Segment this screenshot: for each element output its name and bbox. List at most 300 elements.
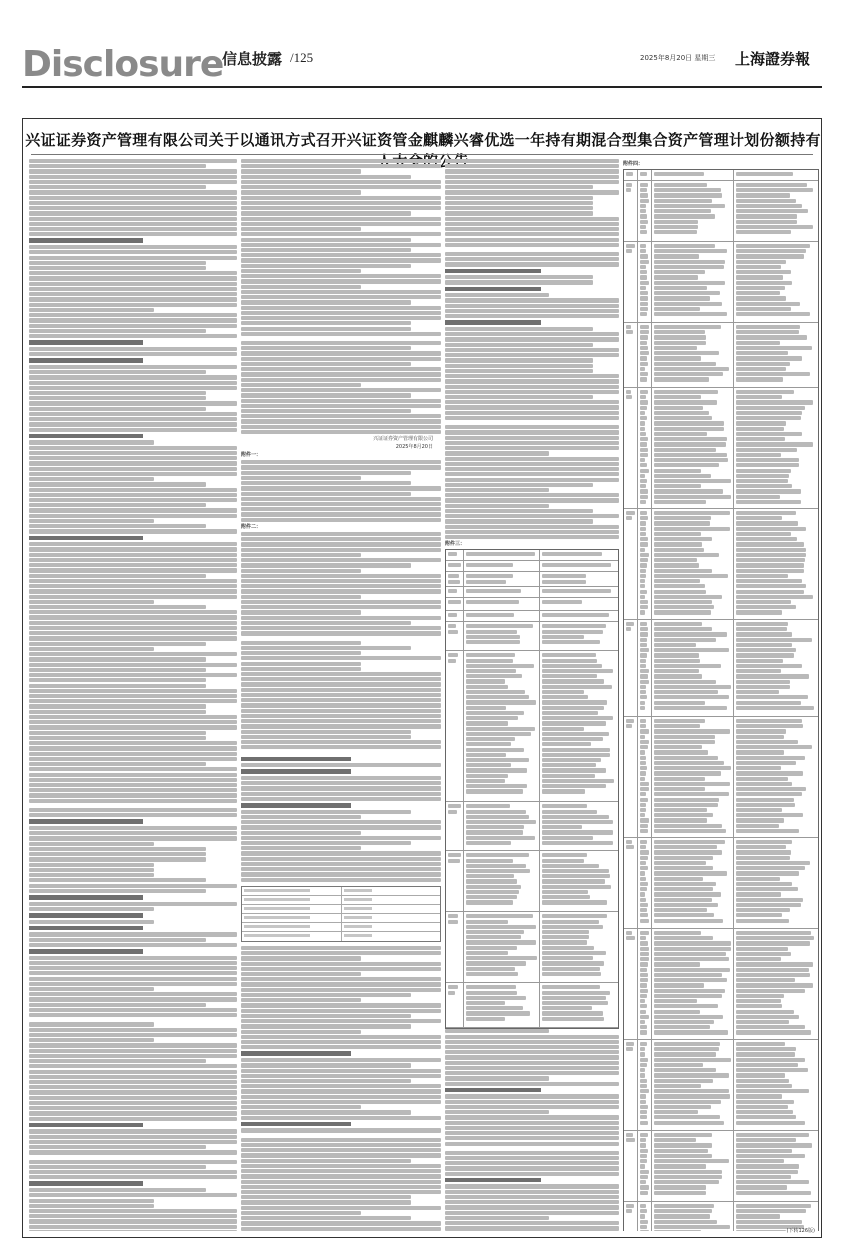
table-cell [652,509,734,619]
text-line [241,295,441,299]
text-line [29,1225,237,1229]
text-line [29,217,237,221]
table-cell [446,983,464,1027]
text-line [241,558,441,562]
table-cell [540,651,616,801]
body-column-4 [623,159,819,1231]
text-line [445,332,619,336]
text-line [445,1226,619,1230]
attachment-1-label: 附件一： [241,452,262,459]
attachment-3-label: 附件三： [445,541,466,548]
text-line [241,1105,361,1109]
text-line [29,773,237,777]
table-cell [446,912,464,982]
text-line [29,303,237,307]
table-cell [464,622,540,650]
text-line [29,250,237,254]
text-line [29,553,237,557]
text-line [445,1200,619,1204]
text-line [29,164,206,168]
text-line [241,719,441,723]
text-line [29,434,143,439]
text-line [241,651,361,655]
text-line [29,292,237,296]
text-line [241,1169,441,1173]
text-line [241,341,441,345]
table-cell [464,851,540,911]
text-line [29,232,237,236]
text-line [241,993,411,997]
table-cell [638,620,652,716]
text-line [241,862,441,866]
table-cell [446,611,464,621]
text-line [241,185,441,189]
text-line [29,783,237,787]
text-line [445,1131,619,1135]
text-line [29,206,237,210]
text-line [29,185,206,189]
text-line [241,1180,441,1184]
table-cell [342,905,441,913]
text-line [29,808,237,812]
table-cell [446,598,464,610]
text-line [445,327,593,331]
table-row [446,983,618,1028]
text-line [29,324,237,328]
text-line [241,497,441,501]
text-line [241,962,441,966]
text-line [29,381,237,385]
table-cell [446,550,464,560]
table-cell [540,561,616,571]
text-line [445,1216,549,1220]
table-cell [624,838,638,928]
text-line [445,1055,619,1059]
text-line [29,482,206,486]
text-line [445,483,593,487]
text-line [445,1221,619,1225]
text-line [29,1080,237,1084]
text-line [241,1035,441,1039]
text-line [29,626,237,630]
text-line [29,524,206,528]
table-cell [342,923,441,931]
body-column-2 [241,159,441,1231]
text-line [445,1110,549,1114]
table-row [624,242,818,323]
table-cell [342,887,441,895]
text-line [241,998,361,1002]
text-line [445,1082,619,1086]
text-line [241,792,441,796]
text-line [241,372,441,376]
table-cell [638,1202,652,1231]
table-row [446,587,618,598]
text-line [29,169,237,173]
text-line [445,1100,619,1104]
table-cell [242,932,342,941]
text-line [29,1111,237,1115]
text-line [241,476,361,480]
text-line [241,951,441,955]
text-line [241,404,441,408]
text-line [29,451,237,455]
table-row [242,914,440,923]
table-cell [242,923,342,931]
table-cell [464,572,540,586]
text-line [241,537,441,541]
table-cell [446,572,464,586]
text-line [241,316,441,320]
text-line [29,673,237,677]
signature-org: 兴证证券资产管理有限公司 [372,436,433,443]
table-cell [540,572,616,586]
text-line [29,961,237,965]
text-line [241,589,441,593]
text-line [241,1095,441,1099]
table-row [446,802,618,851]
text-line [29,699,237,703]
text-line [241,542,441,546]
text-line [29,428,237,432]
text-line [29,498,237,502]
text-line [241,290,441,294]
text-line [241,740,441,744]
text-line [29,1075,237,1079]
text-line [29,391,206,395]
text-line [29,196,237,200]
text-line [241,1003,441,1007]
text-line [29,956,237,960]
text-line [445,430,619,434]
text-line [29,1214,237,1218]
text-line [241,967,441,971]
table-cell [624,1131,638,1201]
text-line [445,1061,619,1065]
table-cell [638,1040,652,1130]
text-line [241,1058,441,1062]
text-line [445,196,593,200]
text-line [241,367,441,371]
text-line [241,730,411,734]
text-line [445,243,619,247]
text-line [241,1019,441,1023]
table-cell [624,388,638,508]
text-line [29,584,237,588]
comparison-table-b [623,169,819,1231]
text-line [241,825,441,829]
table-cell [464,651,540,801]
text-line [29,1230,237,1231]
newspaper-name: 上海證券報 [735,50,811,68]
text-line [241,269,361,273]
text-line [241,797,441,801]
text-line [241,378,441,382]
table-cell [242,914,342,922]
text-line [29,757,237,761]
text-line [445,298,619,302]
table-cell [638,929,652,1039]
text-line [445,462,619,466]
text-line [445,309,619,313]
text-line [241,419,441,423]
text-line [445,1050,619,1054]
text-line [241,1024,411,1028]
text-line [445,488,549,492]
table-cell [624,1040,638,1130]
text-line [29,589,237,593]
text-line [241,776,441,780]
text-line [445,1211,619,1215]
table-cell [540,802,616,850]
text-line [241,279,441,283]
table-row [624,323,818,388]
text-line [29,966,237,970]
table-cell [652,323,734,387]
text-line [29,201,237,205]
text-line [29,1181,143,1186]
text-line [445,514,619,518]
text-line [29,375,237,379]
text-line [241,1200,411,1204]
text-line [29,657,206,661]
text-line [241,1148,441,1152]
table-row [446,851,618,912]
text-line [445,1071,619,1075]
text-line [241,698,441,702]
text-line [29,276,237,280]
table-cell [734,1131,816,1201]
text-line [445,535,619,539]
text-line [29,1064,237,1068]
text-line [29,949,143,954]
section-title: 信息披露 [222,50,283,68]
text-line [29,256,237,260]
table-cell [342,896,441,904]
text-line [445,390,619,394]
table-cell [652,929,734,1039]
text-line [445,1121,619,1125]
text-line [445,395,593,399]
table-cell [638,509,652,619]
table-cell [540,550,616,560]
text-line [445,478,619,482]
text-line [241,662,361,666]
text-line [29,1175,237,1179]
text-line [445,467,619,471]
table-cell [638,170,652,180]
text-line [29,503,206,507]
text-line [241,217,441,221]
text-line [29,595,237,599]
table-row [446,651,618,802]
text-line [29,746,237,750]
text-line [29,1028,237,1032]
text-line [241,383,361,387]
text-line [445,1161,619,1165]
text-line [241,946,441,950]
text-line [29,574,206,578]
text-line [445,525,619,529]
text-line [445,446,619,450]
table-row [624,620,818,717]
text-line [241,362,411,366]
text-line [241,703,441,707]
text-line [445,353,619,357]
text-line [29,308,154,312]
text-line [29,472,237,476]
text-line [29,710,206,714]
text-line [29,615,237,619]
table-cell [734,170,816,180]
text-line [29,313,237,317]
text-line [241,518,441,522]
table-row [242,932,440,941]
text-line [29,678,206,682]
text-line [445,509,593,513]
announcement-title: 兴证证券资产管理有限公司关于以通讯方式召开兴证资管金麒麟兴睿优选一年持有期混合型集合资产管理计划份额持有 [25,131,821,149]
text-line [29,642,206,646]
text-line [29,647,154,651]
text-line [241,1159,411,1163]
text-line [445,180,619,184]
text-line [29,493,237,497]
text-line [445,211,593,215]
text-line [445,1088,541,1093]
text-line [445,275,593,279]
title-divider [31,154,813,155]
text-line [29,1003,206,1007]
table-cell [540,851,616,911]
text-line [241,1014,411,1018]
text-line [29,778,237,782]
text-line [241,820,441,824]
table-cell [624,929,638,1039]
voting-table [241,886,441,942]
text-line [241,763,441,767]
text-line [29,977,237,981]
table-row [624,388,818,509]
text-line [29,736,206,740]
table-cell [652,1040,734,1130]
table-cell [638,242,652,322]
text-line [29,1219,237,1223]
text-line [29,926,143,931]
text-line [241,682,441,686]
text-line [241,1110,411,1114]
text-line [241,206,441,210]
text-line [29,836,237,840]
text-line [29,222,237,226]
table-cell [652,717,734,837]
text-line [29,793,237,797]
text-line [445,1166,619,1170]
text-line [29,631,237,635]
table-cell [464,802,540,850]
text-line [29,396,206,400]
table-row [446,622,618,651]
text-line [29,1188,206,1192]
text-line [29,417,237,421]
text-line [241,1040,441,1044]
text-line [29,857,206,861]
text-line [445,1190,619,1194]
text-line [29,558,237,562]
text-line [445,1066,619,1070]
text-line [29,715,237,719]
table-row [446,550,618,561]
text-line [241,258,441,262]
text-line [241,300,411,304]
text-line [241,164,441,168]
text-line [241,238,411,242]
text-line [241,553,361,557]
text-line [241,610,361,614]
text-line [241,878,441,882]
text-line [445,164,619,168]
text-line [241,781,441,785]
text-line [241,1063,411,1067]
text-line [29,938,206,942]
text-line [29,370,206,374]
text-line [445,1195,619,1199]
text-line [241,595,361,599]
text-line [241,430,441,434]
text-line [241,1045,441,1049]
text-line [29,621,237,625]
text-line [445,493,619,497]
text-line [29,652,237,656]
text-line [445,238,619,242]
body-column-1 [29,159,237,1231]
text-line [29,514,237,518]
text-line [29,1145,206,1149]
text-line [241,190,361,194]
text-line [241,414,441,418]
text-line [29,329,206,333]
text-line [445,175,619,179]
text-line [445,190,619,194]
text-line [445,314,619,318]
text-line [29,1170,237,1174]
text-line [29,180,237,184]
text-line [241,857,441,861]
text-line [241,502,441,506]
text-line [29,477,154,481]
text-line [241,563,411,567]
text-line [29,461,237,465]
text-line [445,379,619,383]
table-cell [638,181,652,241]
text-line [29,563,237,567]
table-row [624,509,818,620]
table-row [624,1131,818,1202]
text-line [29,1054,237,1058]
text-line [241,621,411,625]
text-line [29,340,143,345]
text-line [241,1195,411,1199]
text-line [29,519,154,523]
text-line [29,282,237,286]
text-line [241,693,441,697]
text-line [241,1009,441,1013]
table-cell [652,242,734,322]
text-line [445,293,549,297]
text-line [241,631,441,635]
text-line [241,399,441,403]
text-line [445,1115,619,1119]
text-line [445,348,619,352]
